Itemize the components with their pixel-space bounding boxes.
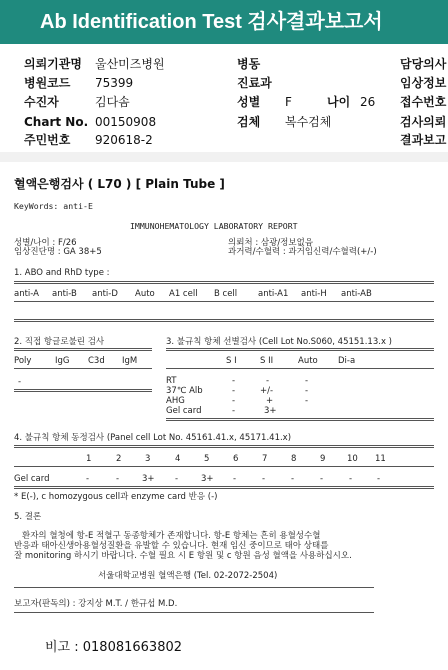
panel-value: - (116, 474, 120, 484)
requester: 의뢰처 : 삼광/정보없음 (228, 238, 314, 248)
panel-value: - (262, 474, 266, 484)
panel-row-label: Gel card (14, 474, 50, 484)
panel-value: - (320, 474, 324, 484)
panel-value: - (86, 474, 90, 484)
remark: 비고 : 018081663802 (45, 640, 183, 655)
screen-bottom-rule (166, 418, 434, 421)
screen-top-rule (166, 348, 434, 351)
abo-col: anti-D (92, 289, 118, 299)
dat-col: Poly (14, 356, 32, 366)
age-label: 나이 (327, 95, 351, 109)
chart-label: Chart No. (24, 115, 89, 129)
panel-number: 11 (375, 454, 386, 464)
screen-sii: 3+ (264, 406, 277, 416)
screen-sii: +/- (260, 386, 274, 396)
dat-value: - (18, 377, 22, 387)
footer-rule (14, 587, 374, 588)
screen-col: S I (226, 356, 237, 366)
doctor-label: 담당의사 (400, 57, 447, 71)
code-label: 병원코드 (24, 76, 71, 90)
conclusion-line: 반응과 태아신생아용혈성질환을 유발할 수 있습니다. 현재 임신 중이므로 태아 상태를 (14, 541, 329, 551)
screen-si: - (232, 376, 236, 386)
abo-col: anti-A1 (258, 289, 289, 299)
ward-label: 병동 (237, 57, 261, 71)
id-value: 920618-2 (95, 133, 153, 147)
abo-col: A1 cell (169, 289, 198, 299)
reporter: 보고자(판독의) : 강지상 M.T. / 한규섭 M.D. (14, 599, 178, 609)
abo-col: anti-H (301, 289, 327, 299)
panel-value: - (233, 474, 237, 484)
abo-mid-rule (14, 301, 434, 302)
screen-si: - (232, 406, 236, 416)
dat-bottom-rule (14, 389, 152, 392)
panel-number: 2 (116, 454, 122, 464)
panel-number: 9 (320, 454, 326, 464)
patient-label: 수진자 (24, 95, 59, 109)
patient-value: 김다솜 (95, 95, 130, 109)
panel-title: 4. 불규칙 항체 동정검사 (Panel cell Lot No. 45161.41.x, 45171.41.x) (14, 433, 292, 443)
panel-value: - (291, 474, 295, 484)
screen-mid-rule (166, 368, 434, 369)
screen-col: Di-a (338, 356, 356, 366)
dat-col: C3d (88, 356, 105, 366)
screen-auto: - (305, 396, 309, 406)
abo-bottom-rule (14, 319, 434, 322)
keywords: KeyWords: anti-E (14, 201, 93, 211)
dept-label: 진료과 (237, 76, 272, 90)
panel-number: 10 (347, 454, 358, 464)
lab-contact: 서울대학교병원 혈액은행 (Tel. 02-2072-2504) (98, 571, 278, 581)
receipt-label: 접수번호 (400, 95, 447, 109)
id-label: 주민번호 (24, 133, 71, 147)
dat-top-rule (14, 348, 152, 351)
abo-top-rule (14, 281, 434, 284)
panel-number: 3 (145, 454, 151, 464)
screen-sii: + (266, 396, 274, 406)
screen-row-label: 37℃ Alb (166, 386, 203, 396)
request-label: 검사의뢰 (400, 115, 447, 129)
panel-number: 8 (291, 454, 297, 464)
abo-col: anti-A (14, 289, 39, 299)
dat-title: 2. 직접 항글로불린 검사 (14, 337, 105, 347)
screen-row-label: RT (166, 376, 177, 386)
panel-value: - (349, 474, 353, 484)
screen-auto: - (305, 376, 309, 386)
panel-number: 4 (175, 454, 181, 464)
conclusion-title: 5. 결론 (14, 512, 42, 522)
transfusion-history: 과거력/수혈력 : 과거임신력/수혈력(+/-) (228, 247, 377, 257)
chart-value: 00150908 (95, 115, 157, 129)
diagnosis: 임상진단명 : GA 38+5 (14, 247, 102, 257)
section-gap (0, 152, 448, 162)
hospital-label: 의뢰기관명 (24, 57, 82, 71)
sex-value: F (285, 95, 292, 109)
code-value: 75399 (95, 76, 134, 90)
clinical-info-label: 임상정보 (400, 76, 447, 90)
sex-label: 성별 (237, 95, 261, 109)
dat-col: IgG (55, 356, 70, 366)
screen-col: Auto (298, 356, 318, 366)
test-value: 복수검체 (285, 115, 332, 129)
sex-age: 성별/나이 : F/26 (14, 238, 77, 248)
screen-si: - (232, 396, 236, 406)
conclusion-line: 환자의 혈청에 항-E 적혈구 동종항체가 존재합니다. 항-E 항체는 흔히 용혈성수혈 (22, 531, 321, 541)
dat-col: IgM (122, 356, 138, 366)
panel-value: 3+ (142, 474, 155, 484)
panel-mid-rule (14, 466, 434, 467)
panel-value: - (175, 474, 179, 484)
screen-title: 3. 불규칙 항체 선별검사 (Cell Lot No.S060, 45151.13.x ) (166, 337, 392, 347)
abo-col: anti-B (52, 289, 77, 299)
screen-row-label: Gel card (166, 406, 202, 416)
panel-value: 3+ (201, 474, 214, 484)
panel-bottom-rule (14, 486, 434, 489)
report-title: Ab Identification Test 검사결과보고서 (0, 0, 448, 44)
result-label: 결과보고 (400, 133, 447, 147)
abo-title: 1. ABO and RhD type : (14, 268, 110, 278)
screen-si: - (232, 386, 236, 396)
reporter-rule (14, 612, 374, 613)
panel-number: 7 (262, 454, 268, 464)
abo-col: Auto (135, 289, 155, 299)
abo-col: B cell (214, 289, 238, 299)
hospital-value: 울산미즈병원 (95, 57, 165, 71)
panel-number: 6 (233, 454, 239, 464)
screen-col: S II (260, 356, 274, 366)
panel-number: 1 (86, 454, 92, 464)
age-value: 26 (360, 95, 376, 109)
dat-mid-rule (14, 368, 152, 369)
test-label: 검체 (237, 115, 261, 129)
panel-top-rule (14, 445, 434, 448)
screen-sii: - (266, 376, 270, 386)
screen-row-label: AHG (166, 396, 185, 406)
screen-auto: - (305, 386, 309, 396)
panel-note: * E(-), c homozygous cell과 enzyme card 반응 (-) (14, 492, 218, 502)
section-title: 혈액은행검사 ( L70 ) [ Plain Tube ] (14, 177, 225, 191)
panel-number: 5 (204, 454, 210, 464)
abo-col: anti-AB (341, 289, 372, 299)
panel-value: - (377, 474, 381, 484)
lab-report-title: IMMUNOHEMATOLOGY LABORATORY REPORT (130, 221, 298, 231)
conclusion-line: 잘 monitoring 하시기 바랍니다. 수혈 필요 시 E 항원 및 c 항원 음성 혈액을 사용하십시오. (14, 551, 352, 561)
